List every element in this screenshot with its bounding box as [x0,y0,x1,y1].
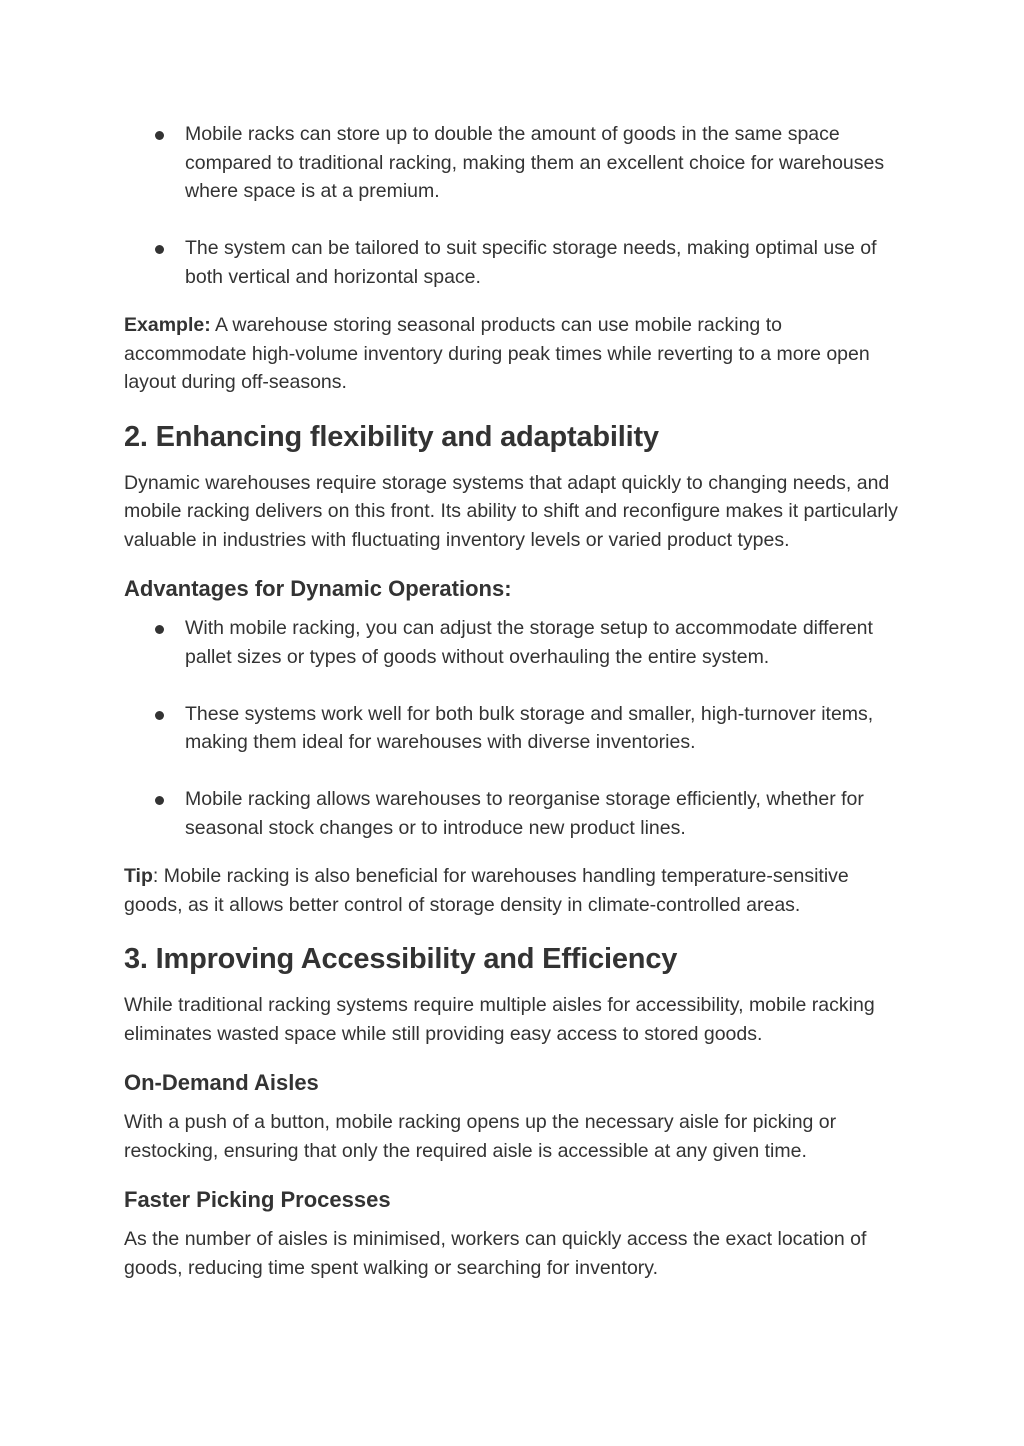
section-3-heading: 3. Improving Accessibility and Efficiency [124,943,678,975]
document-page [124,120,904,1282]
list-item [124,785,904,842]
list-item-text: Mobile racks can store up to double the amount of goods in the same space compared to traditional racking, making them an excellent choice for warehouses where space is at a premium. [185,123,885,202]
advantages-bullet-list [124,614,904,842]
example-text: A warehouse storing seasonal products can use mobile racking to accommodate high-volume inventory during peak times while reverting to a more open layout during off-seasons. [124,314,870,393]
list-item-text: With mobile racking, you can adjust the storage setup to accommodate different pallet sizes or types of goods without overhauling the entire system. [185,617,873,668]
list-item-text: The system can be tailored to suit specific storage needs, making optimal use of both vertical and horizontal space. [185,237,877,288]
bullet-icon [155,625,164,634]
faster-picking-text: As the number of aisles is minimised, workers can quickly access the exact location of goods, reducing time spent walking or searching for inventory. [124,1228,867,1279]
bullet-icon [155,796,164,805]
intro-bullet-list [124,120,904,291]
list-item [124,120,904,206]
tip-paragraph [124,862,904,919]
tip-label: Tip [124,865,153,887]
bullet-icon [155,711,164,720]
faster-picking-heading: Faster Picking Processes [124,1187,391,1212]
list-item [124,234,904,291]
on-demand-aisles-text: With a push of a button, mobile racking opens up the necessary aisle for picking or restocking, ensuring that only the required aisle is accessible at any given time. [124,1111,837,1162]
list-item [124,614,904,671]
example-label: Example: [124,314,211,336]
on-demand-aisles-heading: On-Demand Aisles [124,1070,319,1095]
bullet-icon [155,245,164,254]
section-2-heading: 2. Enhancing flexibility and adaptability [124,420,659,453]
list-item-text: Mobile racking allows warehouses to reorganise storage efficiently, whether for seasonal stock changes or to introduce new product lines. [185,788,864,839]
section-2-intro: Dynamic warehouses require storage systems that adapt quickly to changing needs, and mobile racking delivers on this front. Its ability to shift and reconfigure makes it particularly valuable in industries with fluctuating inventory levels or varied product types. [124,471,898,551]
bullet-icon [155,131,164,140]
section-2-subheading: Advantages for Dynamic Operations: [124,576,512,601]
tip-text: : Mobile racking is also beneficial for warehouses handling temperature-sensitive goods, as it allows better control of storage density in climate-controlled areas. [124,865,849,916]
section-3-intro: While traditional racking systems require multiple aisles for accessibility, mobile racking eliminates wasted space while still providing easy access to stored goods. [124,994,875,1045]
list-item [124,700,904,757]
example-paragraph [124,311,904,397]
list-item-text: These systems work well for both bulk storage and smaller, high-turnover items, making them ideal for warehouses with diverse inventories. [185,702,874,753]
